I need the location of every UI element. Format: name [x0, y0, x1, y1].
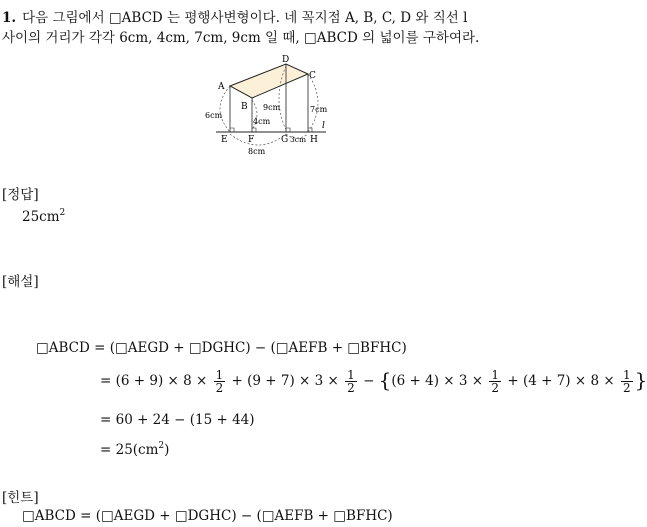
solution-line-3: = 60 + 24 − (15 + 44): [100, 412, 255, 428]
label-b: B: [241, 102, 248, 112]
label-h: H: [310, 135, 318, 145]
parallelogram-figure: [196, 52, 332, 158]
problem-number: 1.: [2, 10, 17, 26]
parallelogram-abcd: [230, 64, 308, 98]
label-a: A: [218, 82, 225, 92]
label-dist-a: 6cm: [205, 111, 223, 120]
solution-line-1: □ABCD = (□AEGD + □DGHC) − (□AEFB + □BFHC): [36, 340, 407, 356]
solution-line-4: = $25(cm^2)$: [100, 441, 170, 458]
problem-line-1: 1. 다음 그림에서 □ABCD 는 평행사변형이다. 네 꼭지점 A, B, C, D 와 직선 l: [2, 10, 468, 26]
label-dist-c: 7cm: [310, 105, 328, 114]
solution-line-2: = (6 + 9) × 8 × $\frac{1}{2}$ + (9 + 7) × 3 × $\frac{1}{2}$ − {(6 + 4) × 3 × $\frac{1}{2}$ + (4 + 7) × 8 × $\frac{1}{2}$ }: [100, 368, 647, 395]
answer-heading: [정답]: [2, 187, 39, 203]
label-f: F: [248, 135, 255, 145]
solution-heading: [해설]: [2, 274, 39, 290]
label-dist-d: 9cm: [263, 103, 281, 112]
label-g: G: [281, 135, 289, 145]
label-d: D: [282, 55, 290, 65]
hint-text: □ABCD = (□AEGD + □DGHC) − (□AEFB + □BFHC): [22, 508, 393, 524]
label-e: E: [221, 135, 228, 145]
label-line-l: l: [322, 121, 325, 131]
label-dist-b: 4cm: [253, 117, 271, 126]
answer-value: $25cm^2$: [22, 208, 66, 225]
hint-heading: [힌트]: [2, 490, 39, 506]
problem-line-2: 사이의 거리가 각각 6cm, 4cm, 7cm, 9cm 일 때, □ABCD 의 넓이를 구하여라.: [2, 30, 480, 46]
label-eg: 8cm: [248, 147, 266, 156]
label-gh: 3cm: [290, 135, 307, 144]
label-c: C: [309, 71, 316, 81]
